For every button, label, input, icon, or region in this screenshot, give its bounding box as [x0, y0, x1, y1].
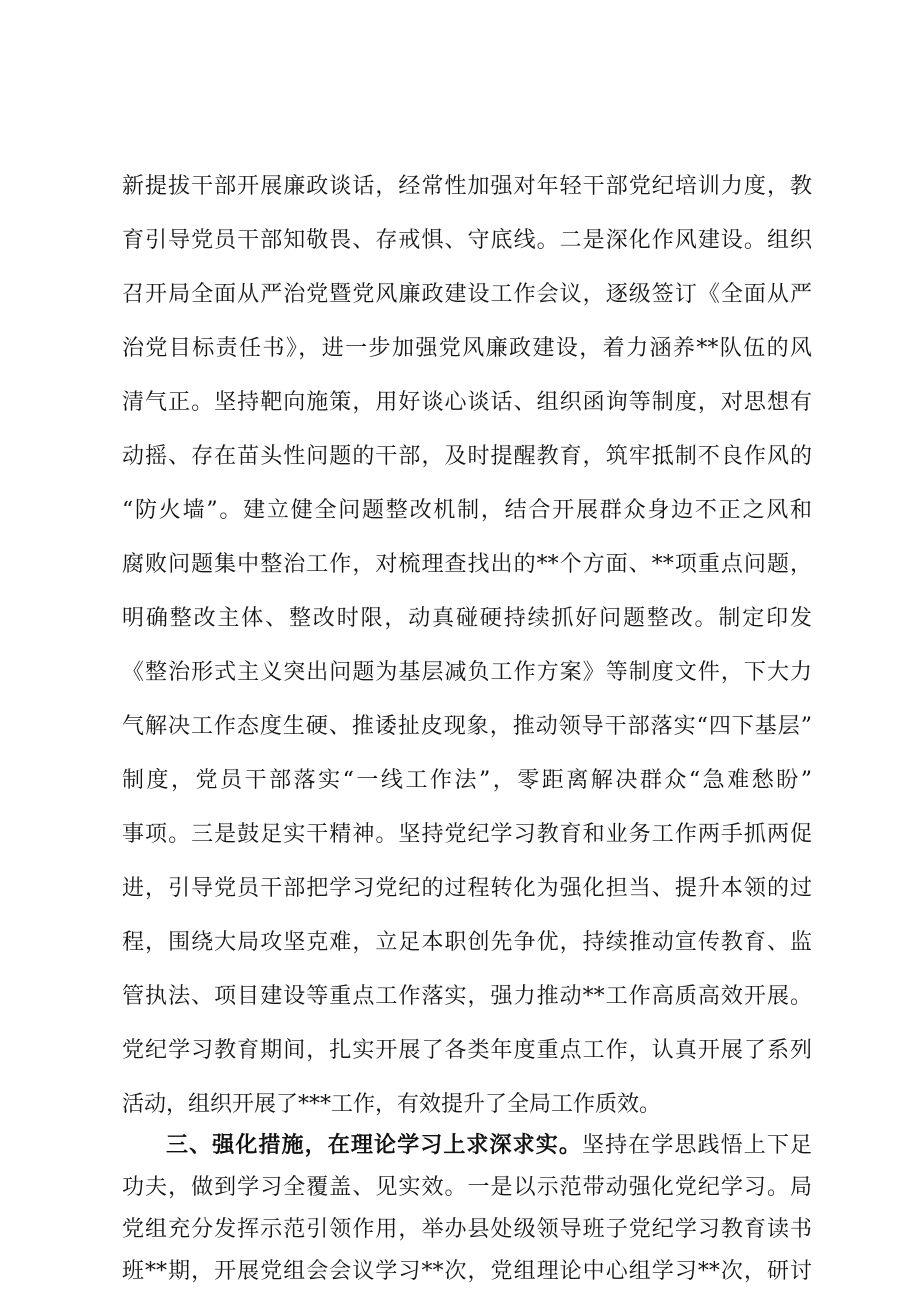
paragraph-line: 事项。三是鼓足实干精神。坚持党纪学习教育和业务工作两手抓两促	[122, 822, 812, 847]
section-heading-rest: 坚持在学思践悟上下足	[581, 1133, 812, 1158]
paragraph-line: 动摇、存在苗头性问题的干部，及时提醒教育，筑牢抵制不良作风的	[122, 444, 812, 469]
paragraph-line: 新提拔干部开展廉政谈话，经常性加强对年轻干部党纪培训力度，教	[122, 174, 812, 199]
paragraph-line: 程，围绕大局攻坚克难，立足本职创先争优，持续推动宣传教育、监	[122, 930, 812, 955]
paragraph-line: 党组充分发挥示范引领作用，举办县处级领导班子党纪学习教育读书	[122, 1217, 812, 1242]
paragraph-line: 气解决工作态度生硬、推诿扯皮现象，推动领导干部落实“四下基层”	[122, 714, 812, 739]
paragraph-line: 明确整改主体、整改时限，动真碰硬持续抓好问题整改。制定印发	[122, 606, 812, 631]
paragraph-line: 《整治形式主义突出问题为基层减负工作方案》等制度文件，下大力	[122, 660, 812, 685]
paragraph-line: 功夫，做到学习全覆盖、见实效。一是以示范带动强化党纪学习。局	[122, 1175, 812, 1200]
paragraph-line: “防火墙”。建立健全问题整改机制，结合开展群众身边不正之风和	[122, 498, 812, 523]
paragraph-line: 活动，组织开展了***工作，有效提升了全局工作质效。	[122, 1092, 662, 1117]
paragraph-line: 腐败问题集中整治工作，对梳理查找出的**个方面、**项重点问题，	[122, 552, 812, 577]
paragraph-line: 育引导党员干部知敬畏、存戒惧、守底线。二是深化作风建设。组织	[122, 228, 812, 253]
paragraph-line: 制度，党员干部落实“一线工作法”，零距离解决群众“急难愁盼”	[122, 768, 812, 793]
paragraph-line: 管执法、项目建设等重点工作落实，强力推动**工作高质高效开展。	[122, 984, 812, 1009]
paragraph-line: 班**期，开展党组会会议学习**次，党组理论中心组学习**次，研讨	[122, 1259, 812, 1284]
section-heading-line	[166, 1124, 812, 1168]
paragraph-line: 党纪学习教育期间，扎实开展了各类年度重点工作，认真开展了系列	[122, 1038, 812, 1063]
paragraph-line: 清气正。坚持靶向施策，用好谈心谈话、组织函询等制度，对思想有	[122, 390, 812, 415]
paragraph-line: 进，引导党员干部把学习党纪的过程转化为强化担当、提升本领的过	[122, 876, 812, 901]
paragraph-line: 召开局全面从严治党暨党风廉政建设工作会议，逐级签订《全面从严	[122, 282, 812, 307]
section-heading: 三、强化措施，在理论学习上求深求实。	[166, 1133, 582, 1158]
paragraph-line: 治党目标责任书》，进一步加强党风廉政建设，着力涵养**队伍的风	[122, 336, 812, 361]
